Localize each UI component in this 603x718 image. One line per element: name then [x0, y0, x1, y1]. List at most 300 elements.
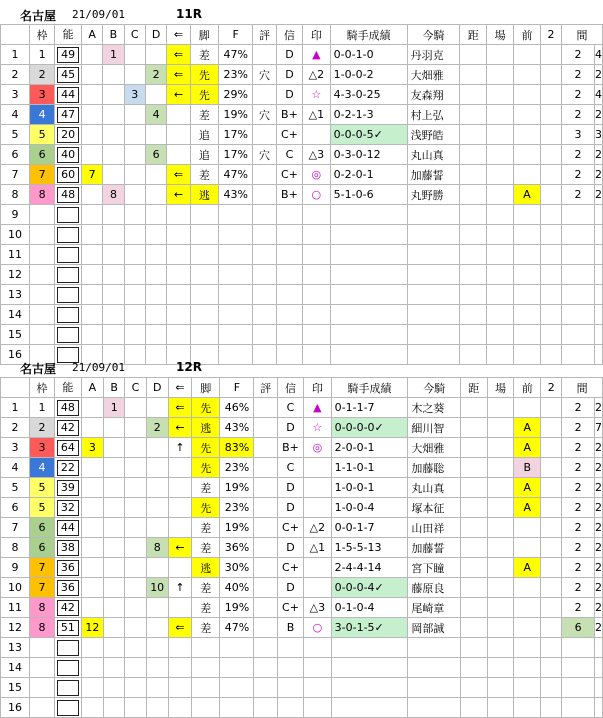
- race-header: [0, 357, 603, 377]
- score-d-cell: [146, 458, 168, 478]
- waku-cell: 2: [29, 418, 54, 438]
- col-2-cell: [541, 698, 562, 718]
- column-header: B: [103, 25, 124, 45]
- ability-box: [55, 225, 82, 245]
- running-style-cell: 差: [190, 45, 219, 65]
- f-percent-cell: 17%: [219, 145, 253, 165]
- arrow-cell: [167, 245, 190, 265]
- jockey-record-cell: 1-0-0-2: [330, 65, 407, 85]
- ability-box-value: [57, 287, 79, 303]
- table-row: [1, 678, 603, 698]
- ability-box: [55, 478, 82, 498]
- mark-cell: [303, 205, 331, 225]
- track-cell: [487, 578, 514, 598]
- jockey-name-cell: [407, 285, 460, 305]
- jockey-name-cell: 丹羽克: [407, 45, 460, 65]
- score-b-cell: [104, 518, 125, 538]
- mark-cell: [304, 498, 332, 518]
- jockey-record-cell: 0-1-0-4: [331, 598, 408, 618]
- ability-box-value: 47: [57, 107, 79, 123]
- score-c-cell: [124, 245, 145, 265]
- previous-cell: A: [514, 418, 541, 438]
- ability-box-value: [57, 227, 79, 243]
- jockey-record-cell: 0-2-0-1: [330, 165, 407, 185]
- track-cell: [487, 145, 514, 165]
- column-header: 場: [487, 378, 514, 398]
- ability-box-value: 48: [57, 400, 79, 416]
- venue-label: 名古屋: [20, 9, 57, 23]
- ability-box-value: 64: [57, 440, 79, 456]
- shin-cell: [277, 698, 303, 718]
- hyoka-cell: 穴: [253, 105, 277, 125]
- track-cell: [487, 245, 514, 265]
- column-header: 脚: [190, 25, 219, 45]
- col-2-cell: [541, 458, 562, 478]
- col-2-cell: [541, 638, 562, 658]
- score-d-cell: 10: [146, 578, 168, 598]
- f-percent-cell: 83%: [220, 438, 254, 458]
- interval-b-cell: 2: [595, 145, 603, 165]
- jockey-record-cell: 4-3-0-25: [330, 85, 407, 105]
- f-percent-cell: 29%: [219, 85, 253, 105]
- hyoka-cell: [254, 478, 277, 498]
- column-header: 印: [303, 25, 331, 45]
- score-d-cell: [146, 658, 168, 678]
- ability-box: [55, 285, 82, 305]
- shin-cell: [276, 205, 302, 225]
- score-a-cell: [81, 398, 103, 418]
- interval-b-cell: 2: [595, 458, 603, 478]
- running-style-cell: 逃: [192, 418, 220, 438]
- track-cell: [487, 45, 514, 65]
- waku-cell: [30, 205, 55, 225]
- table-row: [1, 265, 603, 285]
- running-style-cell: [190, 285, 219, 305]
- score-a-cell: [82, 245, 103, 265]
- mark-cell: ◎: [304, 438, 332, 458]
- score-b-cell: [103, 225, 124, 245]
- col-2-cell: [540, 265, 561, 285]
- score-a-cell: [81, 518, 103, 538]
- ability-box: [55, 398, 82, 418]
- col-2-cell: [540, 185, 561, 205]
- interval-a-cell: 6: [562, 618, 595, 638]
- score-a-cell: [82, 125, 103, 145]
- table-row: [1, 418, 603, 438]
- interval-b-cell: 2: [595, 558, 603, 578]
- ability-box: [55, 205, 82, 225]
- mark-cell: [303, 225, 331, 245]
- score-c-cell: [124, 285, 145, 305]
- col-2-cell: [540, 205, 561, 225]
- ability-box: [55, 458, 82, 478]
- jockey-name-cell: [408, 638, 461, 658]
- jockey-record-cell: [330, 225, 407, 245]
- score-c-cell: [125, 638, 146, 658]
- mark-cell: △1: [303, 105, 331, 125]
- jockey-name-cell: 加藤聡: [408, 458, 461, 478]
- col-2-cell: [540, 145, 561, 165]
- table-row: [1, 458, 603, 478]
- interval-a-cell: 2: [562, 185, 595, 205]
- hyoka-cell: 穴: [253, 145, 277, 165]
- score-a-cell: [82, 145, 103, 165]
- waku-cell: [29, 698, 54, 718]
- running-style-cell: 先: [192, 438, 220, 458]
- interval-a-cell: 2: [562, 538, 595, 558]
- row-number: 4: [1, 458, 30, 478]
- arrow-cell: [168, 558, 191, 578]
- ability-box-value: 44: [57, 520, 79, 536]
- ability-box: [55, 598, 82, 618]
- previous-cell: [514, 398, 541, 418]
- f-percent-cell: [219, 205, 253, 225]
- score-d-cell: [145, 325, 166, 345]
- score-a-cell: [82, 285, 103, 305]
- track-cell: [487, 185, 514, 205]
- shin-cell: [276, 285, 302, 305]
- ability-box: [55, 678, 82, 698]
- score-c-cell: [125, 438, 146, 458]
- jockey-name-cell: 友森翔: [407, 85, 460, 105]
- previous-cell: [514, 45, 541, 65]
- row-number: 12: [1, 618, 30, 638]
- interval-a-cell: 2: [562, 578, 595, 598]
- waku-cell: 7: [29, 558, 54, 578]
- previous-cell: [514, 538, 541, 558]
- row-number: 14: [1, 305, 30, 325]
- previous-cell: [514, 265, 541, 285]
- venue-label: 名古屋: [20, 362, 57, 376]
- interval-a-cell: [562, 265, 595, 285]
- score-b-cell: 8: [103, 185, 124, 205]
- arrow-cell: [168, 458, 191, 478]
- distance-cell: [460, 265, 487, 285]
- ability-box-value: 40: [57, 147, 79, 163]
- running-style-cell: 追: [190, 125, 219, 145]
- row-number: 11: [1, 245, 30, 265]
- ability-box: [55, 418, 82, 438]
- track-cell: [487, 558, 514, 578]
- hyoka-cell: [253, 85, 277, 105]
- score-b-cell: [104, 498, 125, 518]
- score-c-cell: [125, 498, 146, 518]
- previous-cell: [514, 618, 541, 638]
- interval-a-cell: 2: [562, 418, 595, 438]
- jockey-name-cell: 大畑雅: [407, 65, 460, 85]
- jockey-name-cell: [408, 658, 461, 678]
- interval-b-cell: [595, 698, 603, 718]
- column-header: 2: [541, 378, 562, 398]
- hyoka-cell: [253, 325, 277, 345]
- interval-a-cell: [562, 245, 595, 265]
- race-number-label: 11R: [176, 7, 202, 21]
- col-2-cell: [541, 598, 562, 618]
- interval-b-cell: [595, 205, 603, 225]
- mark-cell: [303, 325, 331, 345]
- score-a-cell: [82, 305, 103, 325]
- previous-cell: [514, 285, 541, 305]
- track-cell: [487, 105, 514, 125]
- column-header: 脚: [192, 378, 220, 398]
- jockey-record-cell: 1-0-0-4: [331, 498, 408, 518]
- score-b-cell: [104, 458, 125, 478]
- col-2-cell: [540, 245, 561, 265]
- col-2-cell: [540, 325, 561, 345]
- distance-cell: [460, 225, 487, 245]
- row-number: 16: [1, 345, 30, 365]
- date-label: 21/09/01: [72, 361, 125, 374]
- score-a-cell: [82, 65, 103, 85]
- waku-cell: 6: [29, 538, 54, 558]
- previous-cell: [514, 65, 541, 85]
- interval-b-cell: 2: [595, 105, 603, 125]
- row-number: 15: [1, 678, 30, 698]
- column-header: 間: [562, 25, 603, 45]
- previous-cell: A: [514, 438, 541, 458]
- score-b-cell: [104, 698, 125, 718]
- interval-b-cell: [595, 638, 603, 658]
- mark-cell: △2: [303, 65, 331, 85]
- jockey-record-cell: [330, 305, 407, 325]
- table-row: [1, 558, 603, 578]
- track-cell: [487, 438, 514, 458]
- mark-cell: ◎: [303, 165, 331, 185]
- date-label: 21/09/01: [72, 8, 125, 21]
- track-cell: [487, 518, 514, 538]
- interval-b-cell: 2: [595, 578, 603, 598]
- column-header: 今騎: [408, 378, 461, 398]
- ability-box: [55, 658, 82, 678]
- distance-cell: [460, 125, 487, 145]
- race-table: [0, 24, 603, 365]
- header-row: [1, 378, 603, 398]
- score-b-cell: [103, 105, 124, 125]
- table-row: [1, 225, 603, 245]
- shin-cell: C+: [277, 558, 303, 578]
- ability-box-value: 49: [57, 47, 79, 63]
- previous-cell: [514, 225, 541, 245]
- score-a-cell: [82, 265, 103, 285]
- distance-cell: [460, 678, 487, 698]
- header-no-cell: [1, 378, 30, 398]
- row-number: 6: [1, 145, 30, 165]
- track-cell: [487, 538, 514, 558]
- jockey-name-cell: 尾崎章: [408, 598, 461, 618]
- distance-cell: [460, 478, 487, 498]
- distance-cell: [460, 145, 487, 165]
- jockey-record-cell: 0-1-1-7: [331, 398, 408, 418]
- distance-cell: [460, 45, 487, 65]
- f-percent-cell: 47%: [219, 45, 253, 65]
- column-header: 枠: [30, 25, 55, 45]
- jockey-record-cell: 0-2-1-3: [330, 105, 407, 125]
- score-a-cell: [82, 85, 103, 105]
- row-number: 3: [1, 85, 30, 105]
- jockey-record-cell: 0-0-0-5✓: [330, 125, 407, 145]
- score-c-cell: [124, 65, 145, 85]
- score-a-cell: [82, 105, 103, 125]
- running-style-cell: [192, 658, 220, 678]
- column-header: 印: [304, 378, 332, 398]
- score-b-cell: [103, 285, 124, 305]
- f-percent-cell: [220, 698, 254, 718]
- score-a-cell: [82, 185, 103, 205]
- interval-b-cell: 2: [595, 518, 603, 538]
- shin-cell: B+: [276, 105, 302, 125]
- previous-cell: [514, 125, 541, 145]
- jockey-name-cell: [407, 225, 460, 245]
- running-style-cell: 先: [190, 65, 219, 85]
- col-2-cell: [540, 45, 561, 65]
- interval-a-cell: 2: [562, 165, 595, 185]
- score-a-cell: [81, 578, 103, 598]
- jockey-record-cell: [330, 265, 407, 285]
- arrow-cell: ⇐: [168, 398, 191, 418]
- jockey-record-cell: [330, 325, 407, 345]
- column-header: B: [104, 378, 125, 398]
- arrow-cell: ⇐: [167, 65, 190, 85]
- previous-cell: A: [514, 498, 541, 518]
- column-header: D: [145, 25, 166, 45]
- distance-cell: [460, 205, 487, 225]
- waku-cell: 5: [30, 125, 55, 145]
- arrow-cell: ⇐: [167, 165, 190, 185]
- f-percent-cell: 19%: [220, 518, 254, 538]
- arrow-cell: ←: [167, 85, 190, 105]
- ability-box-value: 20: [57, 127, 79, 143]
- arrow-cell: [168, 638, 191, 658]
- distance-cell: [460, 398, 487, 418]
- interval-a-cell: 2: [562, 438, 595, 458]
- interval-a-cell: [562, 225, 595, 245]
- running-style-cell: 逃: [190, 185, 219, 205]
- column-header: 評: [253, 25, 277, 45]
- track-cell: [487, 85, 514, 105]
- ability-box-value: [57, 700, 79, 716]
- ability-box: [55, 538, 82, 558]
- interval-a-cell: [562, 285, 595, 305]
- interval-b-cell: 4: [595, 85, 603, 105]
- interval-a-cell: 2: [562, 65, 595, 85]
- jockey-name-cell: 加藤誓: [408, 538, 461, 558]
- waku-cell: 3: [30, 85, 55, 105]
- score-c-cell: [125, 458, 146, 478]
- interval-a-cell: 2: [562, 458, 595, 478]
- shin-cell: D: [277, 538, 303, 558]
- running-style-cell: [192, 698, 220, 718]
- jockey-record-cell: [330, 205, 407, 225]
- row-number: 13: [1, 638, 30, 658]
- ability-box: [55, 305, 82, 325]
- distance-cell: [460, 538, 487, 558]
- column-header: C: [124, 25, 145, 45]
- f-percent-cell: 43%: [220, 418, 254, 438]
- previous-cell: [514, 658, 541, 678]
- shin-cell: [277, 638, 303, 658]
- ability-box-value: [57, 207, 79, 223]
- ability-box: [55, 578, 82, 598]
- interval-b-cell: [595, 658, 603, 678]
- interval-a-cell: 2: [562, 85, 595, 105]
- score-b-cell: [104, 678, 125, 698]
- table-row: [1, 245, 603, 265]
- column-header: 信: [277, 378, 303, 398]
- interval-a-cell: 2: [562, 45, 595, 65]
- score-b-cell: [103, 245, 124, 265]
- track-cell: [487, 478, 514, 498]
- row-number: 6: [1, 498, 30, 518]
- mark-cell: [303, 305, 331, 325]
- arrow-cell: [167, 325, 190, 345]
- jockey-name-cell: 丸山真: [408, 478, 461, 498]
- shin-cell: D: [277, 418, 303, 438]
- arrow-cell: [168, 678, 191, 698]
- f-percent-cell: [219, 265, 253, 285]
- track-cell: [487, 125, 514, 145]
- jockey-name-cell: 加藤誓: [407, 165, 460, 185]
- score-d-cell: 2: [145, 65, 166, 85]
- score-c-cell: [124, 145, 145, 165]
- table-row: [1, 305, 603, 325]
- jockey-record-cell: 5-1-0-6: [330, 185, 407, 205]
- hyoka-cell: [254, 698, 277, 718]
- ability-box: [55, 165, 82, 185]
- score-a-cell: [81, 658, 103, 678]
- score-a-cell: [81, 458, 103, 478]
- distance-cell: [460, 105, 487, 125]
- mark-cell: [304, 678, 332, 698]
- row-number: 8: [1, 185, 30, 205]
- waku-cell: 7: [29, 578, 54, 598]
- hyoka-cell: [254, 418, 277, 438]
- score-d-cell: [145, 85, 166, 105]
- score-d-cell: [145, 185, 166, 205]
- interval-b-cell: [595, 678, 603, 698]
- score-d-cell: [145, 45, 166, 65]
- score-c-cell: [124, 265, 145, 285]
- row-number: 5: [1, 478, 30, 498]
- column-header: C: [125, 378, 146, 398]
- previous-cell: [514, 578, 541, 598]
- score-b-cell: [104, 538, 125, 558]
- mark-cell: [304, 658, 332, 678]
- score-c-cell: [124, 45, 145, 65]
- race-table: [0, 377, 603, 718]
- score-b-cell: [103, 65, 124, 85]
- distance-cell: [460, 498, 487, 518]
- mark-cell: △3: [304, 598, 332, 618]
- col-2-cell: [541, 618, 562, 638]
- hyoka-cell: [254, 438, 277, 458]
- table-row: [1, 538, 603, 558]
- ability-box-value: 48: [57, 187, 79, 203]
- previous-cell: [514, 105, 541, 125]
- interval-b-cell: [595, 245, 603, 265]
- row-number: 15: [1, 325, 30, 345]
- row-number: 9: [1, 558, 30, 578]
- ability-box-value: 42: [57, 420, 79, 436]
- previous-cell: [514, 698, 541, 718]
- waku-cell: 8: [30, 185, 55, 205]
- ability-box-value: 44: [57, 87, 79, 103]
- score-d-cell: 2: [146, 418, 168, 438]
- running-style-cell: 差: [190, 165, 219, 185]
- track-cell: [487, 638, 514, 658]
- column-header: 騎手成績: [330, 25, 407, 45]
- shin-cell: C: [277, 398, 303, 418]
- row-number: 5: [1, 125, 30, 145]
